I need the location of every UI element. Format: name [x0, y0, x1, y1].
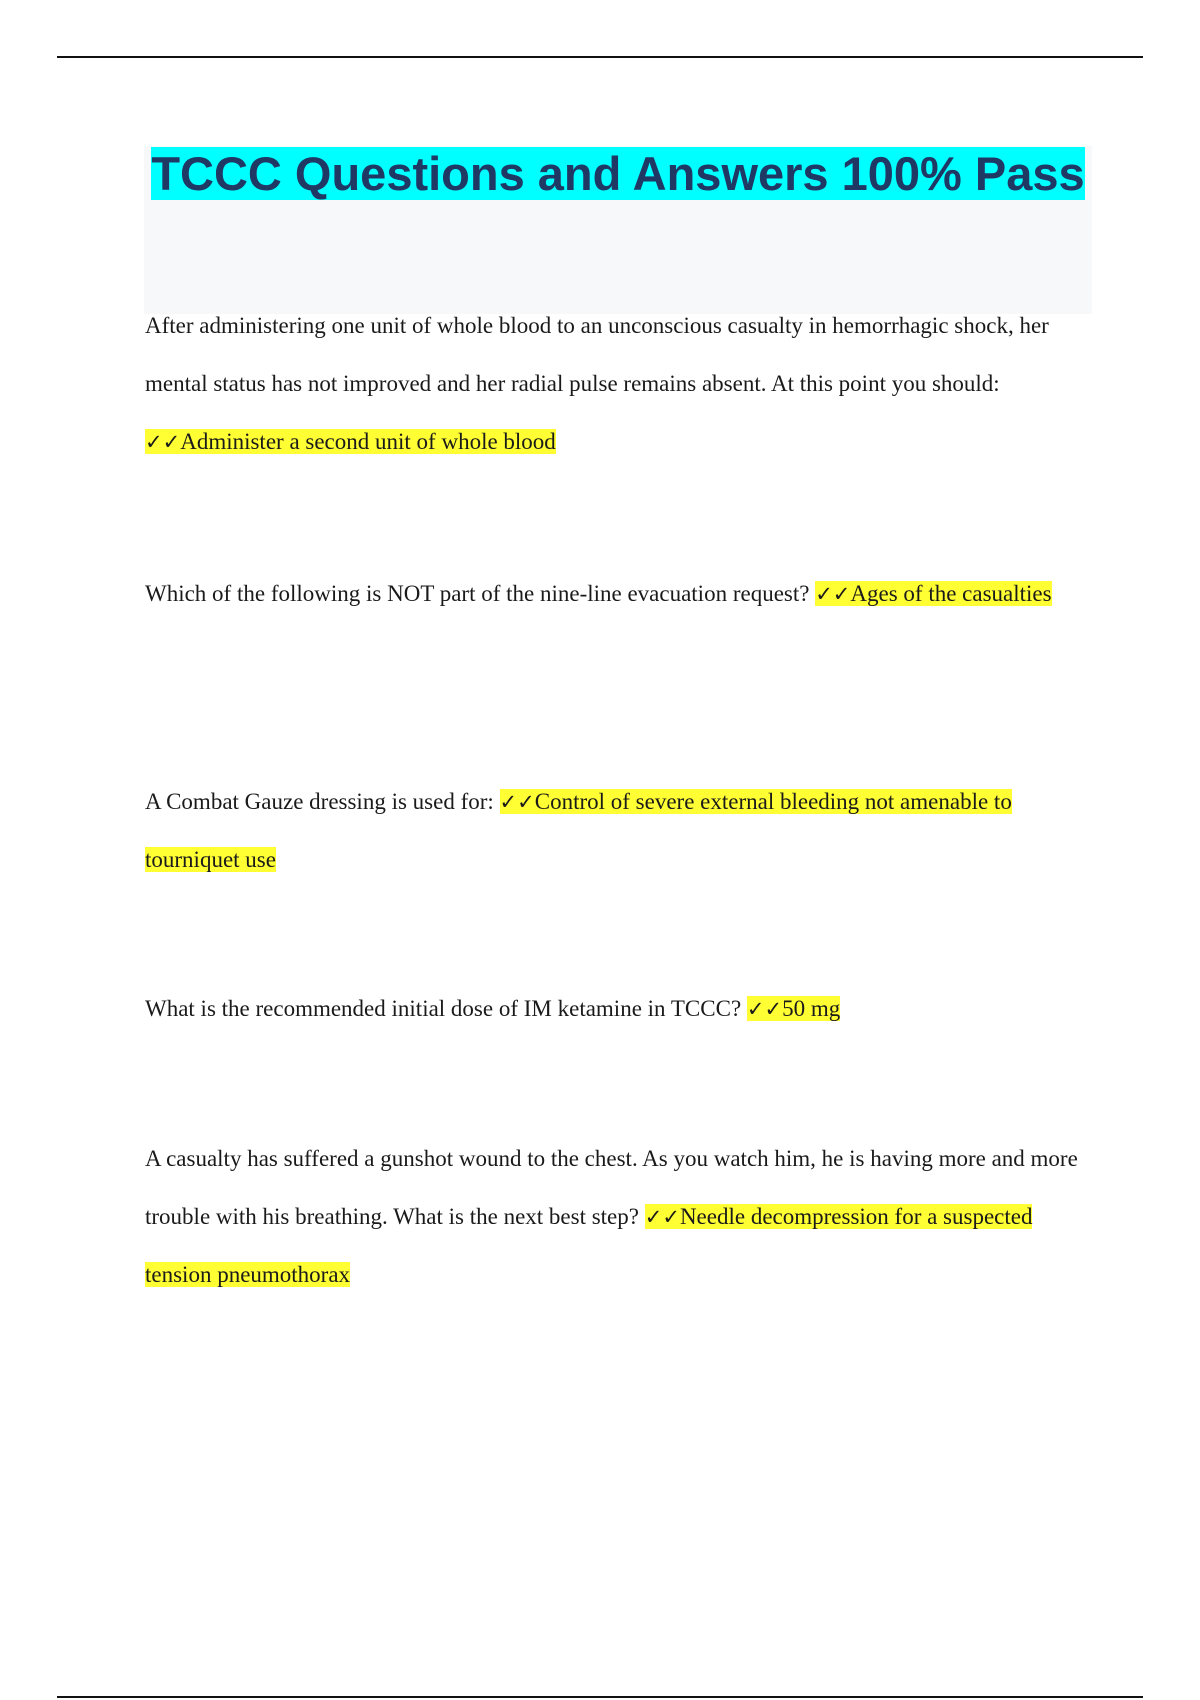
question-text: Which of the following is NOT part of the nine-line evacuation request? — [145, 581, 810, 606]
checkmark-icon: ✓✓ — [145, 430, 181, 454]
qa-item-5 — [145, 1130, 1095, 1304]
qa-item-2 — [145, 565, 1095, 623]
question-text: What is the recommended initial dose of IM ketamine in TCCC? — [145, 996, 742, 1021]
bottom-rule — [57, 1696, 1143, 1698]
answer-text: Needle decompression for a suspected tension pneumothorax — [145, 1204, 1033, 1287]
answer-text: Ages of the casualties — [850, 581, 1052, 606]
title-block — [144, 146, 1092, 314]
question-text: A casualty has suffered a gunshot wound to the chest. As you watch him, he is having more and more trouble with his breathing. What is the next best step? — [145, 1146, 1078, 1229]
answer-highlight — [145, 429, 556, 454]
checkmark-icon: ✓✓ — [815, 582, 851, 606]
answer-highlight — [815, 581, 1051, 606]
answer-highlight — [747, 996, 840, 1021]
checkmark-icon: ✓✓ — [746, 997, 783, 1021]
qa-item-4 — [145, 980, 1095, 1038]
answer-text: 50 mg — [782, 996, 841, 1021]
question-text: After administering one unit of whole blood to an unconscious casualty in hemorrhagic shock, her mental status has not improved and her radial pulse remains absent. At this point you should: — [145, 313, 1049, 396]
document-title: TCCC Questions and Answers 100% Pass — [151, 147, 1085, 200]
checkmark-icon: ✓✓ — [644, 1205, 680, 1229]
answer-text: Control of severe external bleeding not amenable to tourniquet use — [145, 789, 1012, 872]
checkmark-icon: ✓✓ — [499, 790, 535, 814]
question-text: A Combat Gauze dressing is used for: — [145, 789, 494, 814]
qa-item-3 — [145, 773, 1095, 889]
qa-item-1 — [145, 297, 1095, 471]
answer-text: Administer a second unit of whole blood — [180, 429, 556, 454]
top-rule — [57, 56, 1143, 58]
